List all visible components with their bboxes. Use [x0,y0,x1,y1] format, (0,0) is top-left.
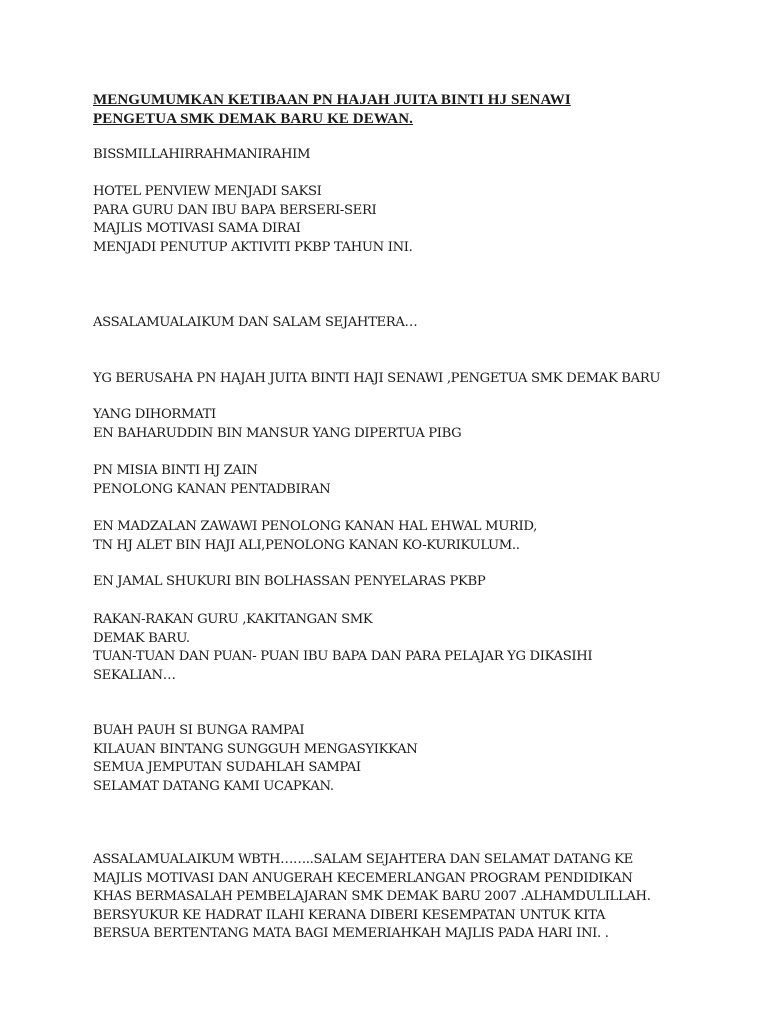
salutation-line: SEKALIAN… [93,667,176,683]
pantun-line: SEMUA JEMPUTAN SUDAHLAH SAMPAI [93,760,361,776]
pantun-line: MENJADI PENUTUP AKTIVITI PKBP TAHUN INI. [93,239,413,255]
paragraph-line: KHAS BERMASALAH PEMBELAJARAN SMK DEMAK BARU 2007 .ALHAMDULILLAH. [93,889,651,905]
pantun-1 [93,183,412,257]
paragraph-line: MAJLIS MOTIVASI DAN ANUGERAH KECEMERLANGAN PROGRAM PENDIDIKAN [93,870,633,886]
pantun-line: KILAUAN BINTANG SUNGGUH MENGASYIKKAN [93,741,418,757]
salutation-line: TUAN-TUAN DAN PUAN- PUAN IBU BAPA DAN PARA PELAJAR YG DIKASIHI [93,649,593,665]
salutation-line: RAKAN-RAKAN GURU ,KAKITANGAN SMK [93,612,373,627]
salutation-line: PENOLONG KANAN PENTADBIRAN [93,481,331,497]
salutation-line: PN MISIA BINTI HJ ZAIN [93,463,258,478]
salutation-pibg [93,406,461,443]
salutation-all [93,611,592,685]
closing-paragraph [93,851,651,944]
pantun-line: BUAH PAUH SI BUNGA RAMPAI [93,723,305,738]
greeting-text: ASSALAMUALAIKUM DAN SALAM SEJAHTERA… [93,315,418,330]
pantun-line: SELAMAT DATANG KAMI UCAPKAN. [93,778,334,794]
opening-line [93,146,310,165]
salutation-line: EN MADZALAN ZAWAWI PENOLONG KANAN HAL EHWAL MURID, [93,519,537,534]
greeting [93,314,417,333]
paragraph-line: BERSYUKUR KE HADRAT ILAHI KERANA DIBERI KESEMPATAN UNTUK KITA [93,907,606,923]
opening-text: BISSMILLAHIRRAHMANIRAHIM [93,147,311,162]
salutation-line: TN HJ ALET BIN HAJI ALI,PENOLONG KANAN KO-KURIKULUM.. [93,537,520,553]
salutation-line: YANG DIHORMATI [93,407,216,422]
pantun-line: HOTEL PENVIEW MENJADI SAKSI [93,184,322,199]
salutation-hem [93,518,537,555]
pantun-line: PARA GURU DAN IBU BAPA BERSERI-SERI [93,202,377,218]
salutation-principal [93,370,660,389]
salutation-line: YG BERUSAHA PN HAJAH JUITA BINTI HAJI SENAWI ,PENGETUA SMK DEMAK BARU [93,371,661,386]
paragraph-line: ASSALAMUALAIKUM WBTH……..SALAM SEJAHTERA DAN SELAMAT DATANG KE [93,852,633,867]
title-line: PENGETUA SMK DEMAK BARU KE DEWAN. [93,111,413,127]
document-title [93,91,571,129]
pantun-line: MAJLIS MOTIVASI SAMA DIRAI [93,221,301,237]
salutation-admin [93,462,330,499]
paragraph-line: BERSUA BERTENTANG MATA BAGI MEMERIAHKAH MAJLIS PADA HARI INI. . [93,926,609,942]
pantun-2 [93,722,417,796]
salutation-line: EN JAMAL SHUKURI BIN BOLHASSAN PENYELARAS PKBP [93,574,486,589]
title-line: MENGUMUMKAN KETIBAAN PN HAJAH JUITA BINTI HJ SENAWI [93,92,571,108]
salutation-pkbp [93,573,485,592]
salutation-line: DEMAK BARU. [93,630,190,646]
salutation-line: EN BAHARUDDIN BIN MANSUR YANG DIPERTUA PIBG [93,425,462,441]
